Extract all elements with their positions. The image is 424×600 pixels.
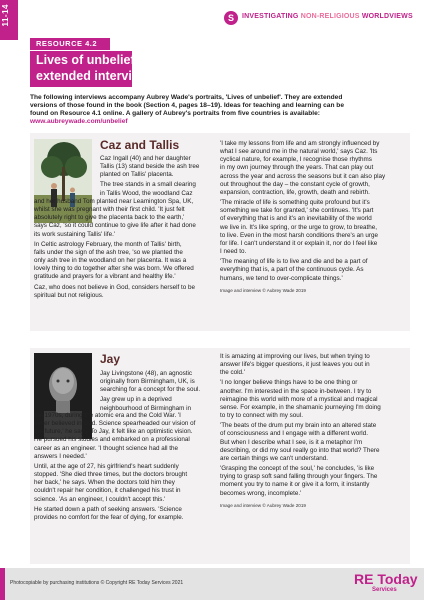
series-prefix: INVESTIGATING: [242, 13, 301, 20]
text-line: absolutely right to give the placenta back to the earth,': [34, 214, 185, 222]
text-line: But when I describe what I see, is it a metaphor I'm: [220, 438, 363, 446]
intro-line: found on Resource 4.1 online. A gallery of Aubrey's portraits from five countries is available:: [30, 110, 320, 118]
interview2-left-body: [34, 412, 214, 522]
text-line: I need to.: [220, 248, 247, 256]
intro-line: The following interviews accompany Aubrey Wade's portraits, 'Lives of unbelief'. They are extended: [30, 94, 343, 101]
text-line: 'I no longer believe things have to be one thing or: [220, 379, 358, 387]
text-line: Until, at the age of 27, his girlfriend's heart suddenly: [34, 462, 179, 470]
text-line: Jay Livingstone (48), an agnostic: [100, 370, 193, 377]
series-title: [242, 13, 413, 20]
text-line: Tallis (13) stand beside the ash tree: [100, 163, 200, 171]
text-line: answer life's bigger questions, it just leaves you out in: [220, 361, 370, 369]
text-line: only ash tree in the woodland on her placenta. It was a: [34, 257, 187, 265]
text-line: Caz Ingall (40) and her daughter: [100, 155, 191, 162]
text-line: the 1970s, during the atomic era and the Cold War. 'I: [34, 412, 181, 419]
series-highlight: NON-RELIGIOUS: [300, 13, 360, 20]
text-line: spiritual but not religious.: [34, 291, 104, 299]
interview1-left-body: [34, 198, 212, 300]
text-line: stopped. 'She died three times, but the doctors brought: [34, 471, 188, 479]
text-line: in Tallis Wood, the woodland Caz: [100, 189, 193, 197]
text-line: and her husband Tom planted near Leamington Spa, UK,: [34, 198, 194, 205]
text-line: 'I take my lessons from life and am strongly influenced by: [220, 140, 380, 147]
series-suffix: WORLDVIEWS: [359, 13, 413, 20]
text-line: provides no comfort for the fear of dying, for example.: [34, 513, 184, 521]
interview2-left-top: [100, 370, 210, 413]
text-line: what I see around me in the natural world,' says Caz. 'Its: [220, 148, 378, 156]
re-today-logo: RE Today: [354, 571, 418, 587]
resource-label: RESOURCE 4.2: [30, 38, 110, 50]
text-line: of everything that is and it's an inevitability of the world: [220, 215, 372, 223]
text-line: 'Grasping the concept of the soul,' he concludes, 'is like: [220, 465, 375, 473]
text-line: couldn't repair her condition, it challenged his trust in: [34, 487, 181, 495]
page-title-line2: extended interviews: [36, 69, 156, 83]
text-line: another. I'm interested in the space in-between. I try to: [220, 387, 372, 395]
text-line: 'The miracle of life is something quite profound but it's: [220, 199, 370, 207]
text-line: cyclical nature, for example, I recognise those rhythms: [220, 156, 372, 164]
interview-heading-caz: Caz and Tallis: [100, 138, 180, 152]
text-line: humans, we tend to over-complicate things.': [220, 274, 343, 282]
intro-paragraph: [30, 94, 410, 119]
text-line: searching for a concept for the soul.: [100, 386, 201, 394]
text-line: neighbourhood of Birmingham in: [100, 404, 192, 412]
grade-tab-label: 11-14: [1, 4, 10, 27]
text-line: science. 'As an engineer, I couldn't accept this.': [34, 495, 166, 503]
footer-accent: [0, 568, 5, 600]
text-line: to try to connect with my soul.: [220, 412, 303, 420]
text-line: the future,' he says. To Jay, it felt like an optimistic vision.: [34, 428, 193, 436]
interview1-right: [220, 140, 406, 295]
text-line: gratitude and prayers for a vibrant and healthy life.': [34, 273, 176, 281]
image-credit: Image and interview © Aubrey Wade 2019: [220, 502, 306, 508]
copyright-notice: Photocopiable by purchasing institutions © Copyright RE Today Services 2021: [10, 580, 184, 586]
text-line: In Celtic astrology February, the month of Tallis' birth,: [34, 240, 182, 248]
text-line: the cold.': [220, 369, 246, 377]
text-line: lovely thing to do together after she was born. We offered: [34, 265, 194, 273]
text-line: sense. For example, in the shamanic journeying I'm doing: [220, 403, 381, 411]
text-line: It is amazing at improving our lives, but when trying to: [220, 353, 370, 360]
text-line: reimagine this world with more of a mystical and magical: [220, 395, 378, 403]
text-line: whilst she was pregnant with their first child. 'It just felt: [34, 206, 185, 214]
intro-line: versions of those found in the book (Section 4, pages 18–19). Ideas for teaching and learning can be: [30, 102, 345, 110]
image-credit: Image and interview © Aubrey Wade 2019: [220, 287, 306, 293]
text-line: expansion, contraction, life, growth, death and rebirth.: [220, 188, 370, 196]
interview2-right: [220, 353, 406, 510]
text-line: are certain things we can't understand.: [220, 454, 328, 462]
text-line: of consciousness and I engage with a different world.: [220, 430, 368, 438]
text-line: something we take for granted,' she continues. 'It's part: [220, 207, 374, 215]
text-line: describing, or did my soul really go into that world? There: [220, 446, 380, 454]
text-line: career as an engineer. 'I thought science had all the: [34, 444, 179, 452]
text-line: Caz, who does not believe in God, considers herself to be: [34, 283, 196, 291]
text-line: falls under the sign of the ash tree, 'so we planted the: [34, 248, 183, 256]
text-line: we live in. It's like spring, or the urge to grow, to breathe,: [220, 223, 377, 231]
text-line: in my own journey through the years. That can play out: [220, 164, 374, 172]
text-line: says Caz, 'so it could continue to give life after it had done: [34, 222, 196, 230]
text-line: to live. Even in the most harsh conditions there's an urge: [220, 231, 379, 239]
text-line: becomes wrong, incomplete.': [220, 489, 302, 497]
text-line: moment you try to name it or give it a form, it instantly: [220, 481, 370, 489]
text-line: answers I needed.': [34, 452, 87, 460]
text-line: across the year and across the seasons but it can also play: [220, 172, 386, 180]
interview1-left-top: [100, 155, 208, 198]
re-today-logo-sub: Services: [372, 587, 397, 593]
text-line: Jay grew up in a deprived: [100, 396, 172, 404]
text-line: 'The meaning of life is to live and die and be a part of: [220, 258, 368, 266]
text-line: everything that is, a part of the continuous cycle. As: [220, 266, 364, 274]
gallery-link[interactable]: www.aubreywade.com/unbelief: [30, 118, 128, 125]
text-line: The tree stands in a small clearing: [100, 181, 196, 189]
text-line: He pursued his studies and embarked on a professional: [34, 436, 190, 444]
page-title-line1: Lives of unbelief:: [36, 53, 139, 67]
text-line: never believed in God. Science spearheaded our vision of: [34, 420, 196, 428]
text-line: originally from Birmingham, UK, is: [100, 378, 195, 386]
text-line: trying to grasp soft sand falling through your fingers. The: [220, 473, 378, 481]
text-line: its work sustaining Tallis' life.': [34, 230, 116, 238]
text-line: for life. I can't understand it or explain it, nor do I feel like: [220, 239, 378, 247]
series-badge-icon: S: [224, 11, 238, 25]
interview-heading-jay: Jay: [100, 352, 121, 366]
text-line: He started down a path of seeking answers. 'Science: [34, 505, 182, 513]
text-line: planted on Tallis' placenta.: [100, 171, 174, 179]
text-line: 'The beats of the drum put my brain into an altered state: [220, 422, 377, 430]
text-line: out throughout the day – the constant cycle of growth,: [220, 180, 370, 188]
text-line: her back,' he says. When the doctors told him they: [34, 479, 175, 487]
